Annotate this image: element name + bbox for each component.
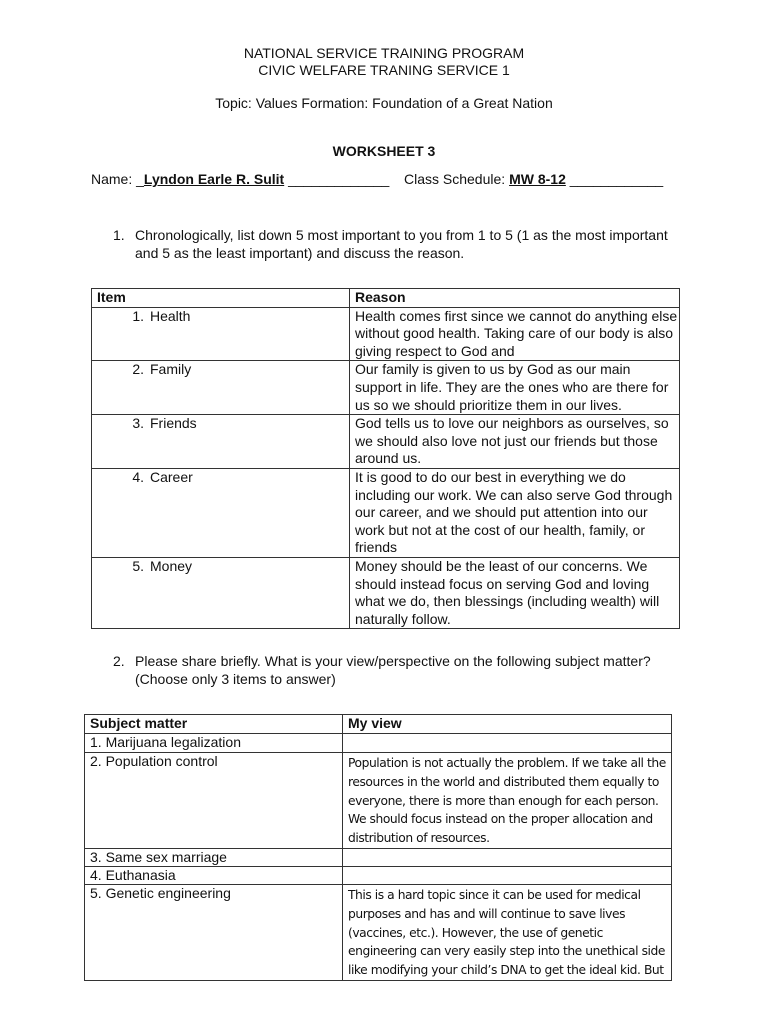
question-2-text: Please share briefly. What is your view/perspective on the following subject matter? (Choose only 3 items to answer) [135, 653, 651, 687]
reason-cell: God tells us to love our neighbors as ourselves, so we should also love not just our friends but those around us. [350, 415, 680, 469]
view-cell [343, 866, 672, 884]
student-info-line [91, 171, 389, 188]
item-cell [92, 557, 350, 628]
reason-cell: It is good to do our best in everything we do including our work. We can also serve God through our career, and we should put attention into our work but not at the cost of our health, family, or friends [350, 468, 680, 557]
table-row [92, 361, 680, 415]
item-name: Health [150, 307, 191, 324]
item-name: Friends [150, 415, 197, 432]
item-number: 2. [132, 361, 144, 378]
table-row [92, 415, 680, 469]
program-title: NATIONAL SERVICE TRAINING PROGRAM [243, 45, 525, 61]
subject-cell: 3. Same sex marriage [85, 848, 343, 866]
column-header-item: Item [92, 289, 350, 308]
view-cell: Population is not actually the problem. If we take all the resources in the world and distributed them equally to everyone, there is more than enough for each person. We should focus instead on the proper allocation and distribution of resources. [343, 753, 672, 849]
reason-cell: Health comes first since we cannot do anything else without good health. Taking care of our body is also giving respect to God and [350, 307, 680, 361]
reason-cell: Money should be the least of our concerns. We should instead focus on serving God and loving what we do, then blessings (including wealth) will naturally follow. [350, 557, 680, 628]
schedule-label: Class Schedule: [404, 171, 506, 187]
item-number: 3. [132, 415, 144, 432]
subject-cell: 1. Marijuana legalization [85, 734, 343, 753]
column-header-my-view: My view [343, 715, 672, 734]
service-title: CIVIC WELFARE TRANING SERVICE 1 [258, 62, 510, 78]
priorities-table [91, 288, 680, 629]
worksheet-title: WORKSHEET 3 [332, 143, 436, 159]
item-name: Career [150, 468, 193, 485]
subject-matter-table [84, 714, 672, 981]
table-header-row [92, 289, 680, 308]
view-cell [343, 848, 672, 866]
name-label: Name: _ [91, 171, 144, 187]
item-number: 4. [132, 468, 144, 485]
question-1-number: 1. [113, 227, 125, 243]
item-number: 1. [132, 307, 144, 324]
item-cell [92, 468, 350, 557]
item-cell [92, 415, 350, 469]
subject-cell: 5. Genetic engineering [85, 884, 343, 980]
item-cell [92, 307, 350, 361]
topic-line: Topic: Values Formation: Foundation of a Great Nation [215, 95, 553, 111]
item-name: Money [150, 557, 193, 574]
question-1 [113, 226, 673, 262]
subject-cell: 4. Euthanasia [85, 866, 343, 884]
schedule-value: MW 8-12 [509, 171, 566, 187]
item-cell [92, 361, 350, 415]
column-header-reason: Reason [350, 289, 680, 308]
table-row [85, 848, 672, 866]
table-row [92, 468, 680, 557]
table-row [85, 734, 672, 753]
table-header-row [85, 715, 672, 734]
schedule-info [404, 171, 663, 188]
table-row [92, 307, 680, 361]
question-1-text: Chronologically, list down 5 most important to you from 1 to 5 (1 as the most important and 5 as the least important) and discuss the reason. [135, 227, 668, 261]
schedule-blank: ____________ [569, 171, 664, 187]
view-cell [343, 734, 672, 753]
view-cell: This is a hard topic since it can be used for medical purposes and has and will continue to save lives (vaccines, etc.). However, the use of genetic engineering can very easily step into the unethical side like modifying your child’s DNA to get the ideal kid. But [343, 884, 672, 980]
table-row [85, 753, 672, 849]
question-2-number: 2. [113, 653, 125, 669]
table-row [85, 884, 672, 980]
item-number: 5. [132, 557, 144, 574]
name-blank: _____________ [288, 171, 390, 187]
table-row [85, 866, 672, 884]
name-value: Lyndon Earle R. Sulit [143, 171, 285, 187]
column-header-subject: Subject matter [85, 715, 343, 734]
subject-cell: 2. Population control [85, 753, 343, 849]
question-2 [113, 652, 673, 688]
reason-cell: Our family is given to us by God as our main support in life. They are the ones who are there for us so we should prioritize them in our lives. [350, 361, 680, 415]
item-name: Family [150, 361, 192, 378]
table-row [92, 557, 680, 628]
